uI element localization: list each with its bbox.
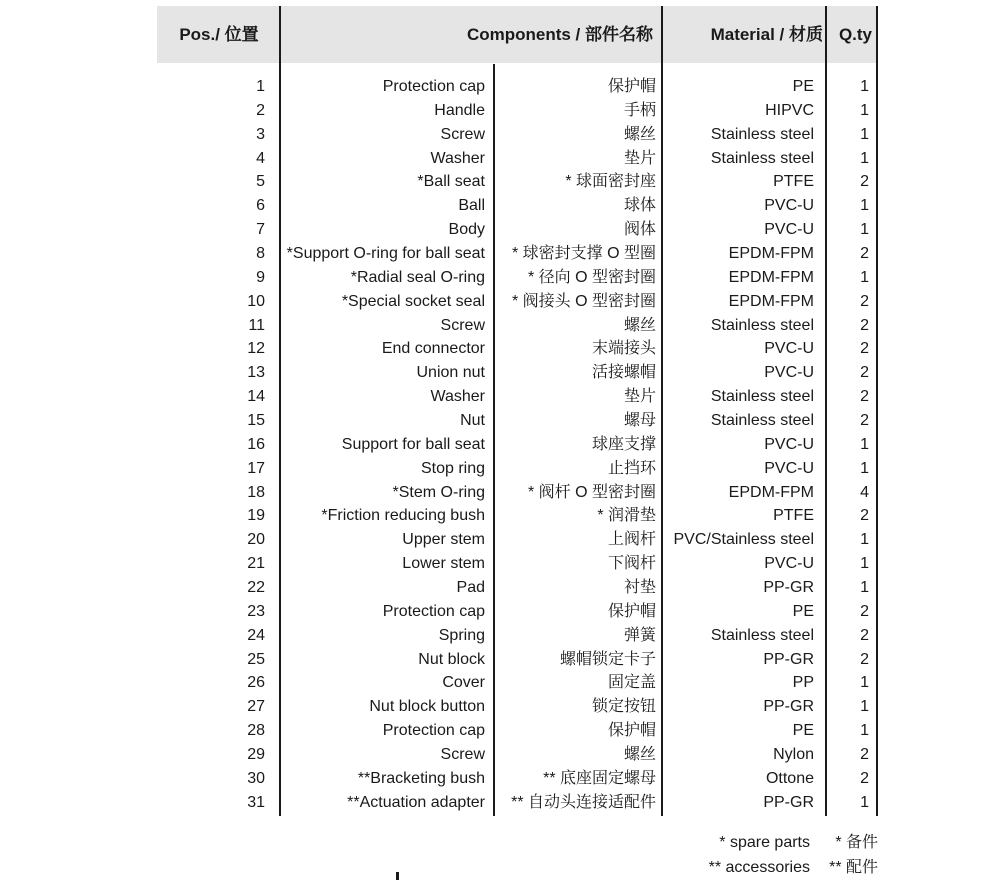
cell-material: PVC-U	[764, 459, 814, 477]
cell-qty: 1	[860, 78, 869, 95]
cell-material: Stainless steel	[710, 388, 814, 406]
cell-en: Pad	[456, 579, 485, 597]
cell-pos: 22	[247, 579, 265, 597]
cell-qty: 1	[860, 268, 869, 286]
table-body	[157, 75, 877, 815]
footnote-accessories	[709, 857, 878, 879]
cell-qty: 2	[860, 388, 869, 406]
cell-en: Support for ball seat	[341, 435, 485, 453]
table-row	[157, 314, 877, 338]
cell-qty: 2	[860, 626, 869, 644]
cell-cn: ** 底座固定螺母	[543, 769, 656, 787]
cell-pos: 10	[247, 292, 265, 310]
cell-cn: 固定盖	[607, 674, 656, 692]
table-row	[157, 624, 877, 648]
cell-cn: 螺丝	[623, 125, 656, 143]
cell-en: Upper stem	[402, 531, 485, 549]
cell-material: Stainless steel	[710, 412, 814, 430]
cell-pos: 28	[247, 722, 265, 740]
cell-pos: 23	[247, 602, 265, 620]
cell-en: *Friction reducing bush	[321, 507, 485, 525]
header-components: Components / 部件名称	[466, 25, 653, 44]
cell-pos: 16	[247, 435, 265, 453]
cell-en: *Radial seal O-ring	[350, 268, 485, 286]
cell-material: PE	[792, 602, 814, 620]
table-row	[157, 648, 877, 672]
cell-en: Nut block button	[369, 698, 485, 716]
cell-cn: 螺帽锁定卡子	[559, 650, 656, 668]
cell-cn: 下阀杆	[607, 555, 656, 573]
table-row	[157, 433, 877, 457]
cell-qty: 1	[860, 698, 869, 716]
table-row	[157, 409, 877, 433]
cell-qty: 2	[860, 412, 869, 430]
cell-qty: 1	[860, 459, 869, 477]
cell-cn: 球体	[623, 197, 656, 215]
cell-pos: 21	[247, 555, 265, 573]
cell-pos: 3	[256, 125, 265, 143]
cell-en: Protection cap	[382, 602, 485, 620]
cell-cn: * 阀杆 O 型密封圈	[527, 483, 656, 501]
cell-material: PP	[792, 674, 814, 692]
table-row	[157, 600, 877, 624]
cell-cn: 手柄	[623, 101, 656, 119]
cell-qty: 2	[860, 292, 869, 310]
cell-cn: 保护帽	[607, 722, 656, 740]
header-qty: Q.ty	[838, 25, 872, 44]
table-row	[157, 290, 877, 314]
cell-en: Screw	[440, 125, 485, 143]
cell-en: *Special socket seal	[341, 292, 485, 310]
cell-qty: 2	[860, 316, 869, 334]
cell-qty: 1	[860, 579, 869, 597]
cell-en: Handle	[434, 101, 485, 119]
footnote-spare-parts	[719, 832, 878, 854]
table-row	[157, 170, 877, 194]
cell-qty: 1	[860, 149, 869, 167]
header-material: Material / 材质	[710, 25, 823, 44]
cell-qty: 1	[860, 555, 869, 573]
cell-pos: 2	[256, 101, 265, 119]
cell-qty: 1	[860, 674, 869, 692]
cell-material: EPDM-FPM	[728, 483, 814, 501]
table-row	[157, 719, 877, 743]
cell-material: PP-GR	[763, 650, 814, 668]
cell-qty: 2	[860, 173, 869, 191]
cell-qty: 1	[860, 125, 869, 143]
cell-material: Stainless steel	[710, 626, 814, 644]
cell-pos: 17	[247, 459, 265, 477]
footnote-accessories-en: ** accessories	[708, 859, 810, 876]
cell-pos: 13	[247, 364, 265, 382]
cell-en: Ball	[458, 197, 485, 215]
cell-pos: 31	[247, 793, 265, 811]
cell-pos: 25	[247, 650, 265, 668]
table-row	[157, 504, 877, 528]
cell-en: Cover	[442, 674, 485, 692]
cell-cn: * 阀接头 O 型密封圈	[511, 292, 656, 310]
cell-pos: 26	[247, 674, 265, 692]
cell-qty: 4	[860, 483, 869, 501]
cell-cn: 保护帽	[607, 602, 656, 620]
cell-en: Nut block	[418, 650, 485, 668]
cell-qty: 2	[860, 507, 869, 525]
cell-en: *Ball seat	[417, 173, 485, 191]
cell-qty: 1	[860, 435, 869, 453]
table-row	[157, 743, 877, 767]
cell-qty: 2	[860, 364, 869, 382]
cell-cn: 弹簧	[623, 626, 656, 644]
cell-material: PP-GR	[763, 579, 814, 597]
cell-en: *Stem O-ring	[392, 483, 485, 501]
table-row	[157, 75, 877, 99]
table-row	[157, 671, 877, 695]
cell-cn: 螺丝	[623, 316, 656, 334]
cell-material: PVC/Stainless steel	[673, 531, 814, 549]
cell-pos: 20	[247, 531, 265, 549]
cell-material: PP-GR	[763, 793, 814, 811]
cell-qty: 1	[860, 531, 869, 549]
cell-en: Stop ring	[420, 459, 485, 477]
table-row	[157, 481, 877, 505]
cell-en: Body	[448, 221, 485, 239]
cell-material: Stainless steel	[710, 149, 814, 167]
cell-cn: 螺丝	[623, 746, 656, 764]
cell-pos: 5	[256, 173, 265, 191]
cell-material: EPDM-FPM	[728, 268, 814, 286]
cell-pos: 1	[256, 78, 265, 95]
cell-pos: 7	[256, 221, 265, 239]
cell-qty: 2	[860, 602, 869, 620]
table-row	[157, 242, 877, 266]
table-row	[157, 194, 877, 218]
cell-en: **Bracketing bush	[357, 769, 485, 787]
table-row	[157, 123, 877, 147]
table-row	[157, 218, 877, 242]
cell-en: **Actuation adapter	[347, 793, 485, 811]
cell-qty: 1	[860, 221, 869, 239]
cell-qty: 1	[860, 722, 869, 740]
cell-pos: 9	[256, 268, 265, 286]
header-pos: Pos./ 位置	[179, 25, 259, 44]
table-row	[157, 791, 877, 815]
cell-cn: * 球面密封座	[565, 173, 656, 191]
cell-cn: 螺母	[623, 412, 656, 430]
cell-qty: 1	[860, 101, 869, 119]
cell-material: Ottone	[765, 769, 814, 787]
table-row	[157, 552, 877, 576]
cell-cn: 末端接头	[591, 340, 656, 358]
cell-en: *Support O-ring for ball seat	[286, 245, 485, 263]
cell-pos: 15	[247, 412, 265, 430]
cell-cn: ** 自动头连接适配件	[511, 793, 656, 811]
cell-material: Stainless steel	[710, 316, 814, 334]
cell-en: Screw	[440, 316, 485, 334]
cell-en: Screw	[440, 746, 485, 764]
cell-cn: 衬垫	[623, 579, 656, 597]
cell-en: End connector	[381, 340, 485, 358]
cell-material: EPDM-FPM	[728, 245, 814, 263]
cell-cn: 垫片	[623, 388, 656, 406]
cell-en: Spring	[438, 626, 485, 644]
cell-qty: 2	[860, 650, 869, 668]
cell-en: Washer	[430, 149, 485, 167]
cell-material: PE	[792, 78, 814, 95]
cell-en: Washer	[430, 388, 485, 406]
cell-pos: 6	[256, 197, 265, 215]
table-row	[157, 528, 877, 552]
cell-material: PVC-U	[764, 340, 814, 358]
cell-cn: * 球密封支撑 O 型圈	[511, 245, 656, 263]
cell-qty: 1	[860, 793, 869, 811]
cell-cn: 锁定按钮	[591, 698, 656, 716]
cell-pos: 18	[247, 483, 265, 501]
cell-cn: 保护帽	[607, 78, 656, 95]
cell-pos: 29	[247, 746, 265, 764]
cell-cn: 垫片	[623, 149, 656, 167]
cell-en: Nut	[460, 412, 485, 430]
cell-en: Protection cap	[382, 722, 485, 740]
cell-cn: 阀体	[623, 221, 656, 239]
cell-qty: 2	[860, 746, 869, 764]
table-row	[157, 576, 877, 600]
cell-cn: * 径向 O 型密封圈	[527, 268, 656, 286]
cell-cn: 上阀杆	[607, 531, 656, 549]
cell-pos: 30	[247, 769, 265, 787]
cell-cn: 止挡环	[607, 459, 656, 477]
cell-material: PTFE	[773, 173, 814, 191]
cell-cn: * 润滑垫	[597, 507, 656, 525]
cell-pos: 8	[256, 245, 265, 263]
cell-pos: 14	[247, 388, 265, 406]
cell-qty: 2	[860, 245, 869, 263]
cell-pos: 12	[247, 340, 265, 358]
table-row	[157, 385, 877, 409]
cell-material: Nylon	[773, 746, 814, 764]
cell-en: Protection cap	[382, 78, 485, 95]
cell-cn: 球座支撑	[591, 435, 656, 453]
footnote-spare-parts-en: * spare parts	[719, 834, 810, 851]
table-row	[157, 147, 877, 171]
cell-material: Stainless steel	[710, 125, 814, 143]
cell-en: Union nut	[416, 364, 485, 382]
table-row	[157, 99, 877, 123]
footnote-accessories-cn: ** 配件	[829, 859, 878, 876]
cropped-drawing-mark	[396, 872, 399, 880]
cell-pos: 24	[247, 626, 265, 644]
cell-material: EPDM-FPM	[728, 292, 814, 310]
cell-pos: 19	[247, 507, 265, 525]
cell-material: PVC-U	[764, 555, 814, 573]
footnote-spare-parts-cn: * 备件	[835, 834, 878, 851]
cell-qty: 1	[860, 197, 869, 215]
table-row	[157, 337, 877, 361]
cell-cn: 活接螺帽	[591, 364, 656, 382]
table-row	[157, 266, 877, 290]
cell-material: PP-GR	[763, 698, 814, 716]
cell-material: PVC-U	[764, 364, 814, 382]
table-row	[157, 767, 877, 791]
table-row	[157, 695, 877, 719]
cell-en: Lower stem	[402, 555, 485, 573]
cell-material: PTFE	[773, 507, 814, 525]
cell-material: PE	[792, 722, 814, 740]
cell-material: PVC-U	[764, 435, 814, 453]
cell-pos: 27	[247, 698, 265, 716]
table-row	[157, 361, 877, 385]
cell-pos: 4	[256, 149, 265, 167]
cell-qty: 2	[860, 340, 869, 358]
table-row	[157, 457, 877, 481]
cell-qty: 2	[860, 769, 869, 787]
cell-material: HIPVC	[765, 101, 814, 119]
cell-material: PVC-U	[764, 197, 814, 215]
cell-material: PVC-U	[764, 221, 814, 239]
cell-pos: 11	[248, 316, 265, 334]
